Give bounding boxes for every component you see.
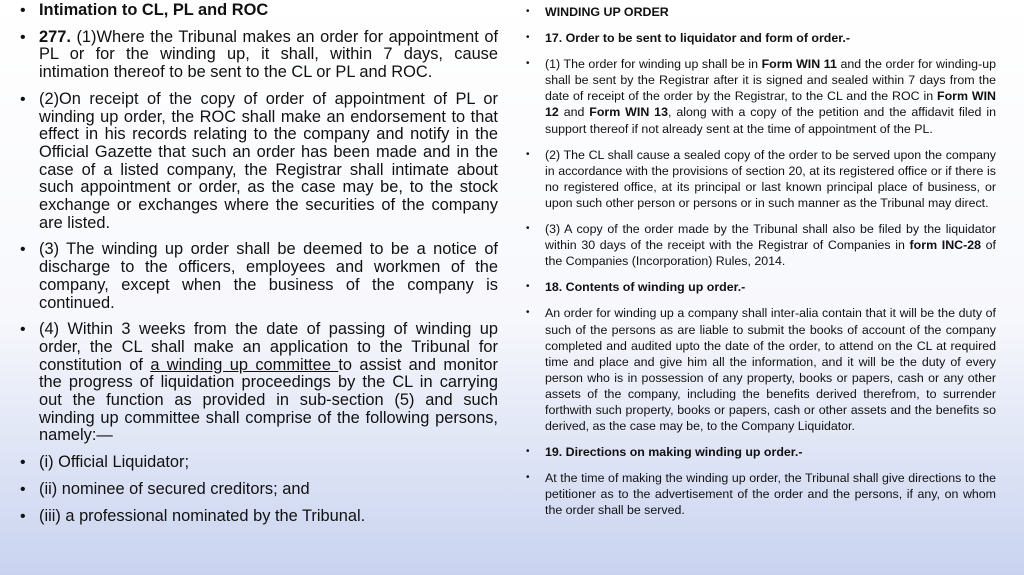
bullet-icon: • xyxy=(526,281,530,293)
bullet-icon: • xyxy=(20,241,26,259)
paragraph-text: , along with a copy of the petition and the affidavit filed in support thereof if not already sent at the time of appointment of the PL. xyxy=(545,105,997,136)
list-item xyxy=(20,29,498,82)
left-column xyxy=(20,2,498,534)
list-item xyxy=(526,470,996,518)
bullet-icon: • xyxy=(20,480,26,498)
list-item xyxy=(20,2,498,20)
rule-heading: 18. Contents of winding up order.- xyxy=(545,280,746,295)
bullet-icon: • xyxy=(526,223,530,235)
paragraph-text: (ii) nominee of secured creditors; and xyxy=(39,479,310,498)
bullet-icon: • xyxy=(526,32,530,44)
paragraph-text: (1)Where the Tribunal makes an order for appointment of PL or for the winding up, it shall, within 7 days, cause intimation thereof to be sent to the CL or PL and ROC. xyxy=(39,27,498,82)
paragraph-text: An order for winding up a company shall inter-alia contain that it will be the duty of such of the persons as are liable to submit the books of account of the company completed and audited upto the date of the order, to attend on the CL at required time and place and give him all the information, and it will be the duty of every person who is in possession of any property, books or papers, cash or any other assets of the company, including the benefits derived therefrom, to surrender forthwith such property, books or papers, cash or other assets and the benefits so derived, as the case may be, to the Company Liquidator. xyxy=(545,306,996,434)
rule-heading: 17. Order to be sent to liquidator and form of order.- xyxy=(545,31,850,46)
form-reference: Form WIN 11 xyxy=(761,57,837,72)
paragraph-text: At the time of making the winding up order, the Tribunal shall give directions to the petitioner as to the advertisement of the order and the persons, if any, on whom the order shall be served. xyxy=(545,471,996,518)
paragraph-text: (3) The winding up order shall be deemed to be a notice of discharge to the officers, employees and workmen of the company, except when the business of the company is continued. xyxy=(39,240,498,312)
section-number: 277. xyxy=(39,27,71,46)
right-bullet-list xyxy=(526,4,996,519)
form-reference: Form WIN 13 xyxy=(589,105,668,120)
list-item xyxy=(20,508,498,526)
bullet-icon: • xyxy=(20,507,26,525)
paragraph-text: and the order for winding-up shall be sent by the Registrar after it is signed and sealed within 7 days from the date of receipt of the order by the Registrar, to the CL and the ROC in xyxy=(545,57,996,104)
list-item xyxy=(526,147,996,211)
list-item xyxy=(526,56,996,136)
list-item xyxy=(526,30,996,46)
bullet-icon: • xyxy=(526,307,530,319)
list-item xyxy=(526,4,996,20)
list-item xyxy=(20,91,498,233)
list-item xyxy=(20,454,498,472)
form-reference: Form WIN 12 xyxy=(545,89,996,120)
left-bullet-list xyxy=(20,2,498,525)
right-column xyxy=(526,4,996,529)
bullet-icon: • xyxy=(526,6,530,17)
list-item xyxy=(526,279,996,295)
paragraph-text: (3) A copy of the order made by the Tribunal shall also be filed by the liquidator within 30 days of the receipt with the Registrar of Companies in xyxy=(545,222,996,253)
paragraph-text: and xyxy=(558,105,590,120)
list-item xyxy=(526,305,996,434)
bullet-icon: • xyxy=(526,472,530,484)
underlined-term: a winding up committee xyxy=(150,355,339,374)
left-heading: Intimation to CL, PL and ROC xyxy=(39,1,269,19)
bullet-icon: • xyxy=(526,446,530,458)
paragraph-text: (2) The CL shall cause a sealed copy of the order to be served upon the company in accordance with the provisions of section 20, at its registered office or if there is no registered office, at its principal or last known principal place of business, or upon such other person or persons or in such manner as the Tribunal may direct. xyxy=(545,147,996,210)
list-item xyxy=(526,444,996,460)
list-item xyxy=(20,241,498,312)
bullet-icon: • xyxy=(20,28,26,46)
right-heading: WINDING UP ORDER xyxy=(545,5,669,19)
paragraph-text: to assist and monitor the progress of liquidation proceedings by the CL in carrying out the function as provided in sub-section (5) and such winding up committee shall comprise of the following persons, namely:— xyxy=(39,355,498,445)
bullet-icon: • xyxy=(526,148,530,160)
paragraph-text: (iii) a professional nominated by the Tribunal. xyxy=(39,506,366,525)
bullet-icon: • xyxy=(20,90,26,108)
paragraph-text: of the Companies (Incorporation) Rules, 2014. xyxy=(545,238,996,269)
list-item xyxy=(20,481,498,499)
bullet-icon: • xyxy=(20,2,26,19)
list-item xyxy=(526,221,996,269)
paragraph-text: (1) The order for winding up shall be in xyxy=(545,57,762,72)
paragraph-text: (4) Within 3 weeks from the date of passing of winding up order, the CL shall make an application to the Tribunal for constitution of xyxy=(39,320,498,374)
rule-heading: 19. Directions on making winding up order.- xyxy=(545,445,803,460)
form-reference: form INC-28 xyxy=(909,238,981,253)
bullet-icon: • xyxy=(20,321,26,339)
paragraph-text: (2)On receipt of the copy of order of appointment of PL or winding up order, the ROC shall make an endorsement to that effect in his records relating to the company and notify in the Official Gazette that such an order has been made and in the case of a listed company, the Registrar shall intimate about such appointment or order, as the case may be, to the stock exchange or exchanges where the securities of the company are listed. xyxy=(39,89,498,232)
bullet-icon: • xyxy=(20,454,26,472)
list-item xyxy=(20,321,498,445)
paragraph-text: (i) Official Liquidator; xyxy=(39,453,190,472)
bullet-icon: • xyxy=(526,58,530,70)
